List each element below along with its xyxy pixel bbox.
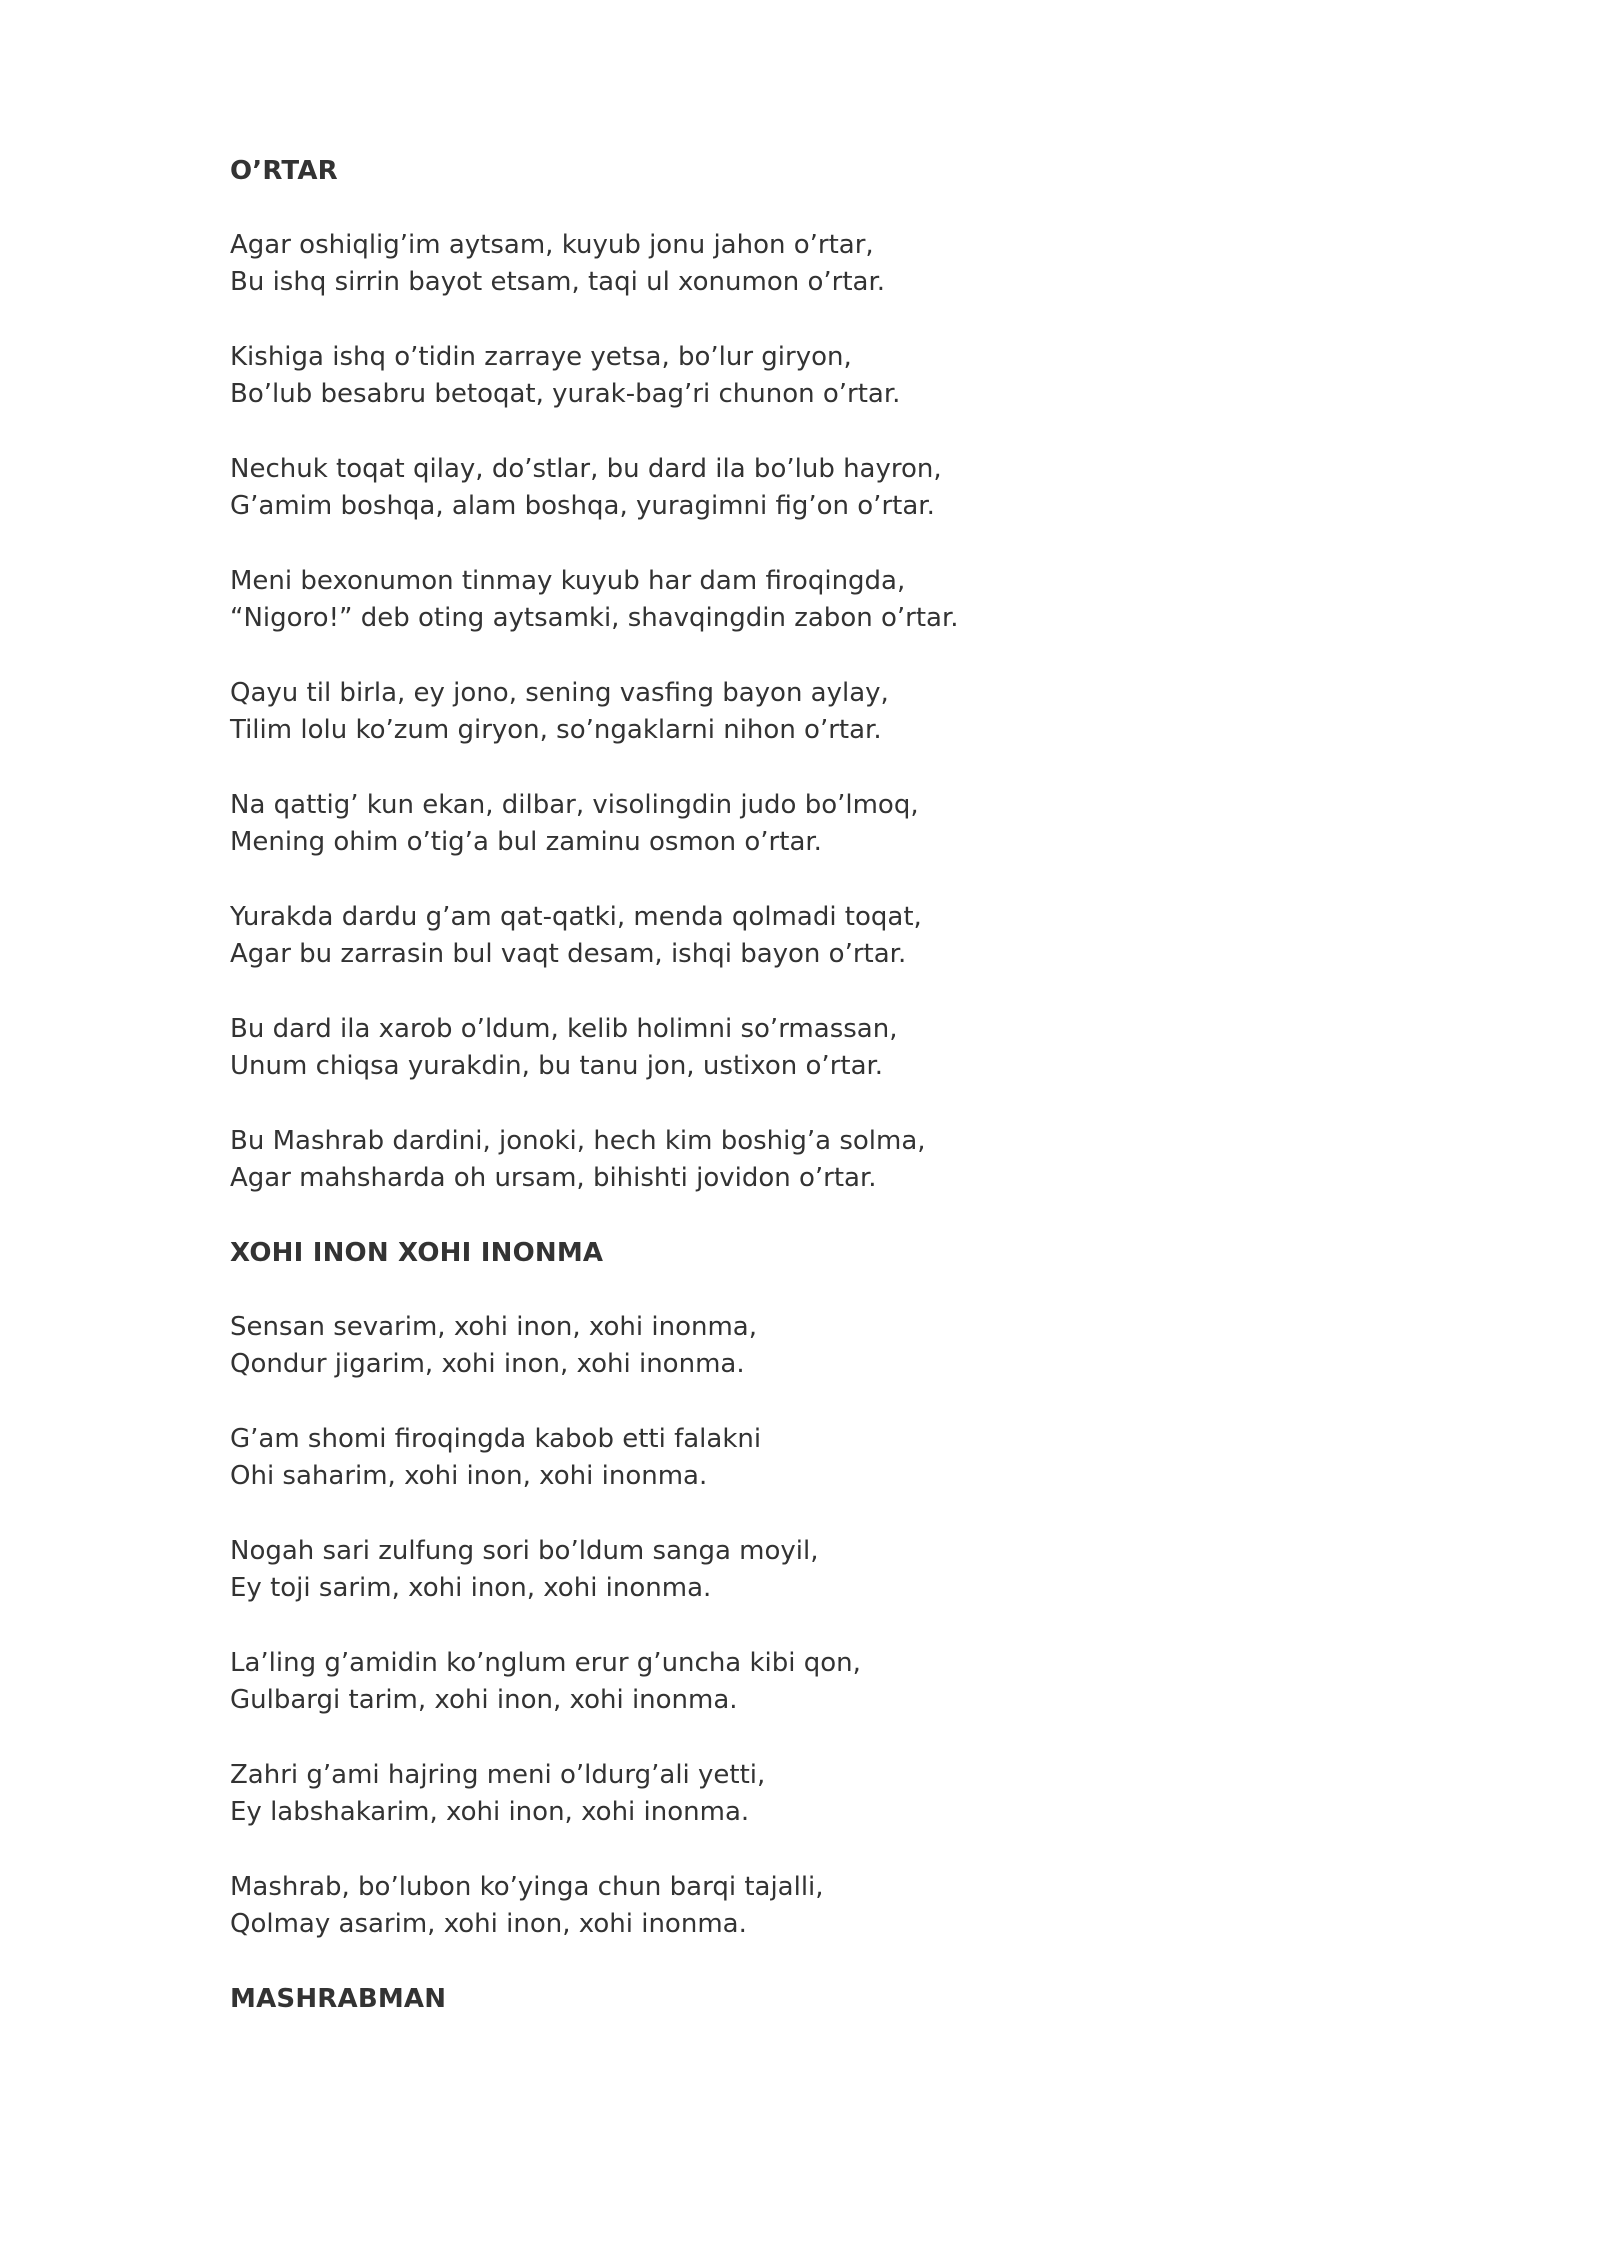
poem-line: Qondur jigarim, xohi inon, xohi inonma.: [230, 1349, 745, 1379]
poem-line: Agar bu zarrasin bul vaqt desam, ishqi bayon o’rtar.: [230, 939, 907, 969]
poem-line: G’amim boshqa, alam boshqa, yuragimni fig’on o’rtar.: [230, 491, 935, 521]
poem-line: Yurakda dardu g’am qat-qatki, menda qolmadi toqat,: [230, 902, 922, 932]
poem-line: Ohi saharim, xohi inon, xohi inonma.: [230, 1461, 708, 1491]
stanza: [230, 1309, 1430, 1383]
poem-line: Zahri g’ami hajring meni o’ldurg’ali yetti,: [230, 1760, 766, 1790]
stanza: [230, 899, 1430, 973]
poem-line: Na qattig’ kun ekan, dilbar, visolingdin judo bo’lmoq,: [230, 790, 919, 820]
poem-line: Meni bexonumon tinmay kuyub har dam firoqingda,: [230, 566, 906, 596]
stanza: [230, 451, 1430, 525]
poem-line: “Nigoro!” deb oting aytsamki, shavqingdin zabon o’rtar.: [230, 603, 959, 633]
poem-line: Qayu til birla, ey jono, sening vasfing bayon aylay,: [230, 678, 889, 708]
poem-line: Bu dard ila xarob o’ldum, kelib holimni so’rmassan,: [230, 1014, 898, 1044]
stanza: [230, 1533, 1430, 1607]
poem-line: Ey toji sarim, xohi inon, xohi inonma.: [230, 1573, 712, 1603]
poem-line: Unum chiqsa yurakdin, bu tanu jon, ustixon o’rtar.: [230, 1051, 884, 1081]
poem-line: Kishiga ishq o’tidin zarraye yetsa, bo’lur giryon,: [230, 342, 852, 372]
poem-line: Nechuk toqat qilay, do’stlar, bu dard ila bo’lub hayron,: [230, 454, 942, 484]
poem-title: O’RTAR: [230, 156, 338, 186]
poem-title: XOHI INON XOHI INONMA: [230, 1238, 604, 1268]
poem-title: MASHRABMAN: [230, 1984, 447, 2014]
stanza: [230, 1011, 1430, 1085]
poem-line: Mashrab, bo’lubon ko’yinga chun barqi tajalli,: [230, 1872, 824, 1902]
poem: [230, 1981, 1430, 2017]
poem-line: Gulbargi tarim, xohi inon, xohi inonma.: [230, 1685, 738, 1715]
poem-line: G’am shomi firoqingda kabob etti falakni: [230, 1424, 762, 1454]
stanza: [230, 227, 1430, 301]
poem: [230, 153, 1430, 1197]
stanza: [230, 1869, 1430, 1943]
poem-line: Sensan sevarim, xohi inon, xohi inonma,: [230, 1312, 757, 1342]
stanza: [230, 675, 1430, 749]
stanza: [230, 563, 1430, 637]
poem-line: Nogah sari zulfung sori bo’ldum sanga moyil,: [230, 1536, 819, 1566]
poem-line: Bu ishq sirrin bayot etsam, taqi ul xonumon o’rtar.: [230, 267, 886, 297]
document-page: [230, 153, 1430, 2017]
poem-line: Ey labshakarim, xohi inon, xohi inonma.: [230, 1797, 750, 1827]
poem-line: Qolmay asarim, xohi inon, xohi inonma.: [230, 1909, 747, 1939]
stanza: [230, 1757, 1430, 1831]
poem-line: Agar oshiqlig’im aytsam, kuyub jonu jahon o’rtar,: [230, 230, 874, 260]
poem-line: La’ling g’amidin ko’nglum erur g’uncha kibi qon,: [230, 1648, 861, 1678]
stanza: [230, 339, 1430, 413]
poem-line: Tilim lolu ko’zum giryon, so’ngaklarni nihon o’rtar.: [230, 715, 882, 745]
poem-line: Agar mahsharda oh ursam, bihishti jovidon o’rtar.: [230, 1163, 877, 1193]
poem: [230, 1235, 1430, 1943]
poem-line: Mening ohim o’tig’a bul zaminu osmon o’rtar.: [230, 827, 822, 857]
poem-line: Bo’lub besabru betoqat, yurak-bag’ri chunon o’rtar.: [230, 379, 901, 409]
stanza: [230, 1123, 1430, 1197]
poem-line: Bu Mashrab dardini, jonoki, hech kim boshig’a solma,: [230, 1126, 926, 1156]
stanza: [230, 787, 1430, 861]
stanza: [230, 1421, 1430, 1495]
stanza: [230, 1645, 1430, 1719]
